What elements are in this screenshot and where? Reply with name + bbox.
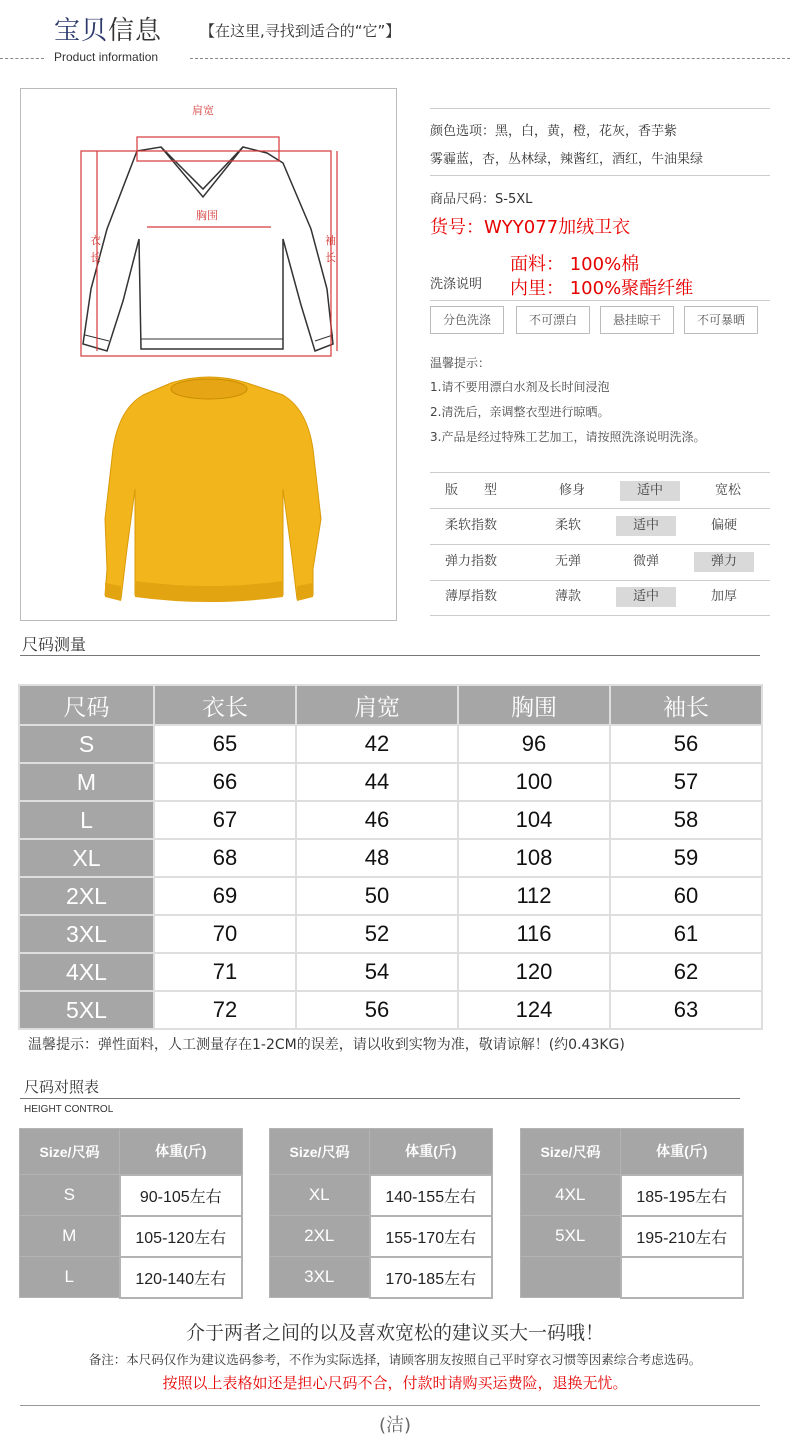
page-subtitle: 【在这里,寻找到适合的“它”】 bbox=[200, 22, 401, 40]
info-divider bbox=[430, 175, 770, 176]
size-cell: 5XL bbox=[521, 1216, 621, 1257]
value-cell: 58 bbox=[610, 801, 762, 839]
attr-option-selected: 弹力 bbox=[694, 552, 754, 572]
size-cell: XL bbox=[19, 839, 154, 877]
size-range: 商品尺码：S-5XL bbox=[430, 192, 533, 207]
header-size: Size/尺码 bbox=[20, 1129, 120, 1175]
size-cell: L bbox=[19, 801, 154, 839]
size-remark: 备注：本尺码仅作为建议选码参考，不作为实际选择，请顾客朋友按照自己平时穿衣习惯等因素综合考虑选码。 bbox=[88, 1352, 702, 1367]
value-cell: 69 bbox=[154, 877, 296, 915]
attr-row-elasticity bbox=[430, 545, 770, 579]
value-cell: 56 bbox=[296, 991, 458, 1029]
value-cell: 66 bbox=[154, 763, 296, 801]
tips-title: 温馨提示： bbox=[430, 356, 491, 370]
size-cell: 4XL bbox=[19, 953, 154, 991]
section-divider bbox=[20, 655, 760, 656]
attr-option: 宽松 bbox=[714, 483, 741, 498]
size-cell: L bbox=[20, 1257, 120, 1298]
tip-item: 3.产品是经过特殊工艺加工，请按照洗涤说明洗涤。 bbox=[430, 430, 706, 444]
table-row bbox=[20, 1257, 243, 1298]
table-row bbox=[19, 953, 762, 991]
info-divider bbox=[430, 300, 770, 301]
value-cell: 112 bbox=[458, 877, 610, 915]
size-cell: M bbox=[19, 763, 154, 801]
attr-divider bbox=[430, 472, 770, 473]
v-neck-icon bbox=[161, 147, 243, 197]
table-row bbox=[19, 801, 762, 839]
attr-label: 版 型 bbox=[445, 483, 498, 498]
value-cell: 124 bbox=[458, 991, 610, 1029]
value-cell: 70 bbox=[154, 915, 296, 953]
attr-label: 柔软指数 bbox=[445, 518, 498, 533]
value-cell: 116 bbox=[458, 915, 610, 953]
height-section-title-en: HEIGHT CONTROL bbox=[24, 1104, 114, 1115]
value-cell: 65 bbox=[154, 725, 296, 763]
attr-label: 弹力指数 bbox=[445, 554, 498, 569]
table-header-row bbox=[270, 1129, 493, 1175]
product-image-box bbox=[20, 88, 397, 621]
value-cell: 52 bbox=[296, 915, 458, 953]
weight-cell: 120-140左右 bbox=[120, 1257, 243, 1298]
table-row bbox=[270, 1216, 493, 1257]
attr-label: 薄厚指数 bbox=[445, 589, 498, 604]
value-cell: 108 bbox=[458, 839, 610, 877]
fabric-composition: 面料： 100%棉 bbox=[510, 254, 640, 275]
shipping-warning: 按照以上表格如还是担心尺码不合，付款时请购买运费险，退换无忧。 bbox=[162, 1374, 628, 1392]
table-row bbox=[19, 915, 762, 953]
size-cell: S bbox=[20, 1175, 120, 1216]
footer-divider bbox=[20, 1405, 760, 1406]
measure-section-title: 尺码测量 bbox=[22, 635, 87, 654]
value-cell: 44 bbox=[296, 763, 458, 801]
item-number: 货号：WYY077加绒卫衣 bbox=[430, 217, 631, 238]
table-row bbox=[20, 1175, 243, 1216]
measurement-lines bbox=[81, 137, 337, 356]
color-options-line1: 颜色选项：黑，白，黄，橙，花灰，香芋紫 bbox=[430, 124, 678, 139]
yellow-sweater-image bbox=[105, 377, 321, 602]
table-header-row bbox=[521, 1129, 744, 1175]
value-cell: 54 bbox=[296, 953, 458, 991]
header-weight: 体重(斤) bbox=[120, 1129, 243, 1175]
header-length: 衣长 bbox=[154, 685, 296, 725]
value-cell: 59 bbox=[610, 839, 762, 877]
wash-tag-no-bleach: 不可漂白 bbox=[516, 306, 590, 334]
size-cell: XL bbox=[270, 1175, 370, 1216]
value-cell: 60 bbox=[610, 877, 762, 915]
table-row bbox=[19, 839, 762, 877]
wash-tag-separate: 分色洗涤 bbox=[430, 306, 504, 334]
table-row bbox=[521, 1257, 744, 1298]
value-cell: 100 bbox=[458, 763, 610, 801]
label-sleeve-1: 袖 bbox=[325, 234, 336, 247]
size-cell: S bbox=[19, 725, 154, 763]
tip-item: 1.请不要用漂白水剂及长时间浸泡 bbox=[430, 380, 610, 394]
attr-divider bbox=[430, 615, 770, 616]
value-cell: 63 bbox=[610, 991, 762, 1029]
value-cell: 50 bbox=[296, 877, 458, 915]
wash-label: 洗涤说明 bbox=[430, 277, 483, 292]
header-size: Size/尺码 bbox=[270, 1129, 370, 1175]
title-part-2: 信息 bbox=[108, 16, 163, 46]
attr-row-fit bbox=[430, 474, 770, 508]
size-cell: M bbox=[20, 1216, 120, 1257]
table-row bbox=[19, 725, 762, 763]
header-shoulder: 肩宽 bbox=[296, 685, 458, 725]
attr-option-selected: 适中 bbox=[620, 481, 680, 501]
header-size: 尺码 bbox=[19, 685, 154, 725]
weight-cell: 195-210左右 bbox=[621, 1216, 744, 1257]
size-cell: 4XL bbox=[521, 1175, 621, 1216]
size-cell: 5XL bbox=[19, 991, 154, 1029]
footer-mark: (洁) bbox=[378, 1415, 412, 1436]
table-row bbox=[19, 763, 762, 801]
value-cell: 42 bbox=[296, 725, 458, 763]
attr-row-thickness bbox=[430, 580, 770, 614]
attr-option-selected: 适中 bbox=[616, 516, 676, 536]
value-cell: 72 bbox=[154, 991, 296, 1029]
weight-cell: 170-185左右 bbox=[370, 1257, 493, 1298]
size-cell: 3XL bbox=[19, 915, 154, 953]
wash-tag-no-sun: 不可暴晒 bbox=[684, 306, 758, 334]
measurement-diagram bbox=[83, 147, 333, 351]
header-sleeve: 袖长 bbox=[610, 685, 762, 725]
product-illustration bbox=[21, 89, 398, 622]
weight-cell bbox=[621, 1257, 744, 1298]
value-cell: 61 bbox=[610, 915, 762, 953]
tip-item: 2.清洗后，亲调整衣型进行晾晒。 bbox=[430, 405, 610, 419]
header-divider-right bbox=[190, 58, 790, 59]
table-row bbox=[521, 1216, 744, 1257]
attr-option: 柔软 bbox=[554, 518, 581, 533]
table-row bbox=[20, 1216, 243, 1257]
height-section-title: 尺码对照表 bbox=[24, 1078, 100, 1096]
value-cell: 56 bbox=[610, 725, 762, 763]
label-length-2: 长 bbox=[90, 251, 101, 264]
page-subtitle-en: Product information bbox=[54, 50, 159, 64]
header-divider-left bbox=[0, 58, 44, 59]
value-cell: 67 bbox=[154, 801, 296, 839]
attr-option: 修身 bbox=[558, 483, 585, 498]
attr-option: 加厚 bbox=[710, 589, 737, 604]
header-weight: 体重(斤) bbox=[621, 1129, 744, 1175]
table-row bbox=[270, 1175, 493, 1216]
weight-cell: 140-155左右 bbox=[370, 1175, 493, 1216]
weight-table-1 bbox=[19, 1128, 243, 1299]
info-divider bbox=[430, 108, 770, 109]
wash-tag-hang-dry: 悬挂晾干 bbox=[600, 306, 674, 334]
table-header-row bbox=[19, 685, 762, 725]
size-cell: 2XL bbox=[270, 1216, 370, 1257]
attr-option: 薄款 bbox=[554, 589, 581, 604]
weight-cell: 185-195左右 bbox=[621, 1175, 744, 1216]
value-cell: 104 bbox=[458, 801, 610, 839]
color-options-line2: 雾霾蓝，杏，丛林绿，辣酱红，酒红，牛油果绿 bbox=[430, 152, 704, 167]
table-header-row bbox=[20, 1129, 243, 1175]
title-part-1: 宝贝 bbox=[54, 16, 109, 46]
section-divider bbox=[20, 1098, 740, 1099]
table-row bbox=[19, 991, 762, 1029]
attr-row-softness bbox=[430, 509, 770, 543]
measurement-note: 温馨提示：弹性面料，人工测量存在1-2CM的误差，请以收到实物为准，敬请谅解！(约0.43KG) bbox=[28, 1037, 625, 1053]
label-length-1: 衣 bbox=[90, 234, 101, 247]
weight-table-2 bbox=[269, 1128, 493, 1299]
value-cell: 71 bbox=[154, 953, 296, 991]
header-size: Size/尺码 bbox=[521, 1129, 621, 1175]
header-weight: 体重(斤) bbox=[370, 1129, 493, 1175]
attr-option: 微弹 bbox=[632, 554, 659, 569]
attr-option: 偏硬 bbox=[710, 518, 737, 533]
table-row bbox=[19, 877, 762, 915]
weight-table-3 bbox=[520, 1128, 744, 1299]
attr-option: 无弹 bbox=[554, 554, 581, 569]
label-shoulder: 肩宽 bbox=[192, 104, 214, 117]
size-cell: 2XL bbox=[19, 877, 154, 915]
size-advice: 介于两者之间的以及喜欢宽松的建议买大一码哦！ bbox=[185, 1322, 604, 1344]
value-cell: 96 bbox=[458, 725, 610, 763]
label-chest: 胸围 bbox=[196, 209, 218, 222]
value-cell: 48 bbox=[296, 839, 458, 877]
sweater-outline-icon bbox=[83, 147, 333, 351]
value-cell: 46 bbox=[296, 801, 458, 839]
value-cell: 62 bbox=[610, 953, 762, 991]
page-header bbox=[0, 0, 790, 75]
weight-cell: 155-170左右 bbox=[370, 1216, 493, 1257]
weight-cell: 105-120左右 bbox=[120, 1216, 243, 1257]
value-cell: 57 bbox=[610, 763, 762, 801]
weight-cell: 90-105左右 bbox=[120, 1175, 243, 1216]
table-row bbox=[270, 1257, 493, 1298]
page-title bbox=[54, 10, 162, 47]
attr-option-selected: 适中 bbox=[616, 587, 676, 607]
size-measurement-table bbox=[18, 684, 763, 1030]
header-chest: 胸围 bbox=[458, 685, 610, 725]
size-cell bbox=[521, 1257, 621, 1298]
value-cell: 68 bbox=[154, 839, 296, 877]
label-sleeve-2: 长 bbox=[325, 251, 336, 264]
size-cell: 3XL bbox=[270, 1257, 370, 1298]
lining-composition: 内里： 100%聚酯纤维 bbox=[510, 278, 694, 299]
value-cell: 120 bbox=[458, 953, 610, 991]
table-row bbox=[521, 1175, 744, 1216]
